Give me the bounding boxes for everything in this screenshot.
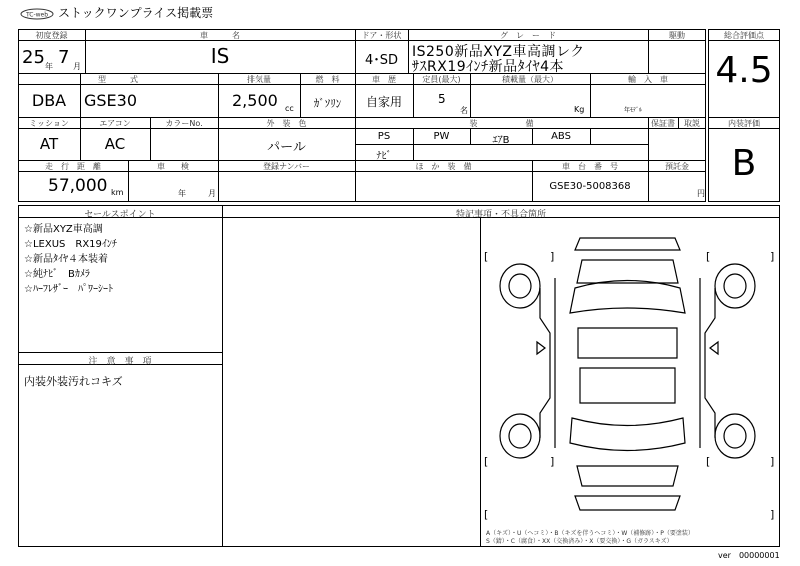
label-inspection: 車 検 — [157, 162, 189, 171]
wheel-rear-right — [715, 414, 755, 458]
deposit-unit: 円 — [697, 189, 705, 198]
exterior-color: パール — [267, 140, 306, 155]
list-item: ☆新品ﾀｲﾔ４本装着 — [24, 254, 108, 265]
capacity-unit: 名 — [460, 106, 468, 115]
door-shape: 4･SD — [364, 53, 399, 68]
displacement: 2,500 — [232, 91, 278, 110]
equip-abs: ABS — [551, 131, 571, 142]
label-model: 型 式 — [98, 75, 138, 84]
equip-airbag: ｴｱB — [492, 135, 510, 146]
model-code: GSE30 — [84, 91, 138, 110]
reg-month-unit: 月 — [73, 62, 81, 71]
label-displacement: 排気量 — [247, 75, 271, 84]
wheel-rear-left — [500, 414, 540, 458]
list-item: ☆新品XYZ車高調 — [24, 224, 103, 235]
label-special-notes: 特記事項・不具合箇所 — [455, 210, 546, 220]
label-equipment: 装 備 — [469, 119, 534, 128]
fuel: ｶﾞｿﾘﾝ — [313, 97, 342, 110]
label-interior-score: 内装評価 — [728, 119, 760, 128]
reg-year: 25 — [22, 47, 45, 68]
legend-line-2: S（錆）・C（腐食）・XX（交換済み）・X（要交換）・G（ガラスキズ） — [486, 538, 673, 545]
label-first-reg: 初度登録 — [35, 31, 68, 40]
grade-line-1: IS250新品XYZ車高調レク — [412, 44, 585, 60]
wheel-front-right — [715, 264, 755, 308]
equip-navi: ﾅﾋﾞ — [376, 151, 392, 162]
interior-score: B — [731, 143, 757, 184]
label-reg-number: 登録ナンバー — [262, 162, 311, 171]
displacement-unit: cc — [285, 104, 294, 113]
label-drive: 駆動 — [669, 31, 685, 40]
label-sales-points: セールスポイント — [84, 210, 156, 220]
label-notes: 注 意 事 項 — [88, 357, 152, 367]
equip-pw: PW — [433, 131, 450, 142]
grade-line-2: ｻｽRX19ｲﾝﾁ新品ﾀｲﾔ4本 — [412, 59, 565, 75]
mileage-unit: km — [111, 188, 124, 197]
aircon: AC — [104, 135, 126, 153]
bracket-rear-right-close: ] — [770, 455, 775, 468]
label-max-load: 積載量（最大） — [502, 75, 558, 84]
inspection-year-unit: 年 — [178, 189, 186, 198]
load-unit: Kg — [574, 105, 585, 114]
bracket-rear-right-open: [ — [706, 455, 711, 468]
bracket-bottom-left-open: [ — [484, 508, 489, 521]
mirror-right — [710, 342, 718, 354]
label-grade: グ レ ー ド — [500, 31, 556, 40]
model-prefix: DBA — [31, 91, 67, 110]
inspection-month-unit: 月 — [208, 189, 216, 198]
chassis-no: GSE30-5008368 — [549, 181, 631, 192]
left-side-view — [540, 278, 555, 448]
capacity: 5 — [438, 92, 446, 106]
version-label: ver 00000001 — [718, 551, 780, 560]
wheel-front-left — [500, 264, 540, 308]
label-deposit: 預託金 — [665, 162, 689, 171]
bracket-front-right-open: [ — [706, 250, 711, 263]
rear-view — [575, 466, 680, 510]
label-exterior-color: 外 装 色 — [266, 119, 307, 128]
bracket-front-right-close: ] — [770, 250, 775, 263]
label-capacity: 定員(最大) — [422, 75, 461, 84]
front-view — [575, 238, 680, 283]
sales-points-list — [24, 222, 117, 297]
label-fuel: 燃 料 — [315, 75, 340, 84]
top-view — [570, 281, 685, 451]
label-overall-score: 総合評価点 — [724, 31, 764, 40]
label-mission: ミッション — [29, 119, 69, 128]
reg-month: 7 — [58, 47, 70, 68]
bracket-front-left-open: [ — [484, 250, 489, 263]
logo-icon — [20, 8, 54, 20]
car-damage-diagram — [480, 218, 779, 546]
label-car-name: 車 名 — [200, 31, 240, 40]
notes-text: 内装外装汚れコキズ — [24, 375, 123, 388]
page-title: ストックワンプライス掲載票 — [58, 6, 214, 20]
reg-year-unit: 年 — [45, 62, 53, 71]
label-door-shape: ドア・形状 — [361, 31, 402, 40]
mirror-left — [537, 342, 545, 354]
label-import: 輸 入 車 — [628, 75, 668, 84]
label-history: 車 歴 — [372, 75, 396, 84]
bracket-rear-left-close: ] — [550, 455, 555, 468]
history: 自家用 — [365, 95, 402, 109]
legend-line-1: A（キズ）・U（ヘコミ）・B（キズを伴うヘコミ）・W（補修跡）・P（要塗装） — [486, 530, 694, 537]
label-aircon: エアコン — [99, 119, 131, 128]
mission: AT — [39, 135, 59, 153]
overall-score: 4.5 — [715, 50, 773, 91]
mileage: 57,000 — [48, 176, 108, 196]
label-certified: 保証書 — [651, 119, 675, 128]
equip-ps: PS — [377, 131, 391, 142]
header-logo — [20, 5, 54, 17]
year-model-unit: 年ﾓﾃﾞﾙ — [624, 107, 643, 114]
car-name: IS — [210, 44, 230, 68]
bracket-bottom-right-close: ] — [770, 508, 775, 521]
bracket-rear-left-open: [ — [484, 455, 489, 468]
logo-text: TC-web — [25, 11, 49, 19]
label-color-no: カラーNo. — [165, 119, 203, 128]
list-item: ☆ﾊｰﾌﾚｻﾞｰ ﾊﾟﾜｰｼｰﾄ — [24, 284, 113, 295]
label-other-equipment: ほ か 装 備 — [415, 162, 472, 171]
label-manual: 取説 — [684, 119, 700, 128]
label-mileage: 走 行 距 離 — [45, 162, 101, 171]
list-item: ☆純ﾅﾋﾞ Bｶﾒﾗ — [24, 269, 90, 280]
bracket-front-left-close: ] — [550, 250, 555, 263]
label-chassis-no: 車 台 番 号 — [562, 162, 618, 171]
list-item: ☆LEXUS RX19ｲﾝﾁ — [24, 239, 117, 250]
right-side-view — [700, 278, 715, 448]
